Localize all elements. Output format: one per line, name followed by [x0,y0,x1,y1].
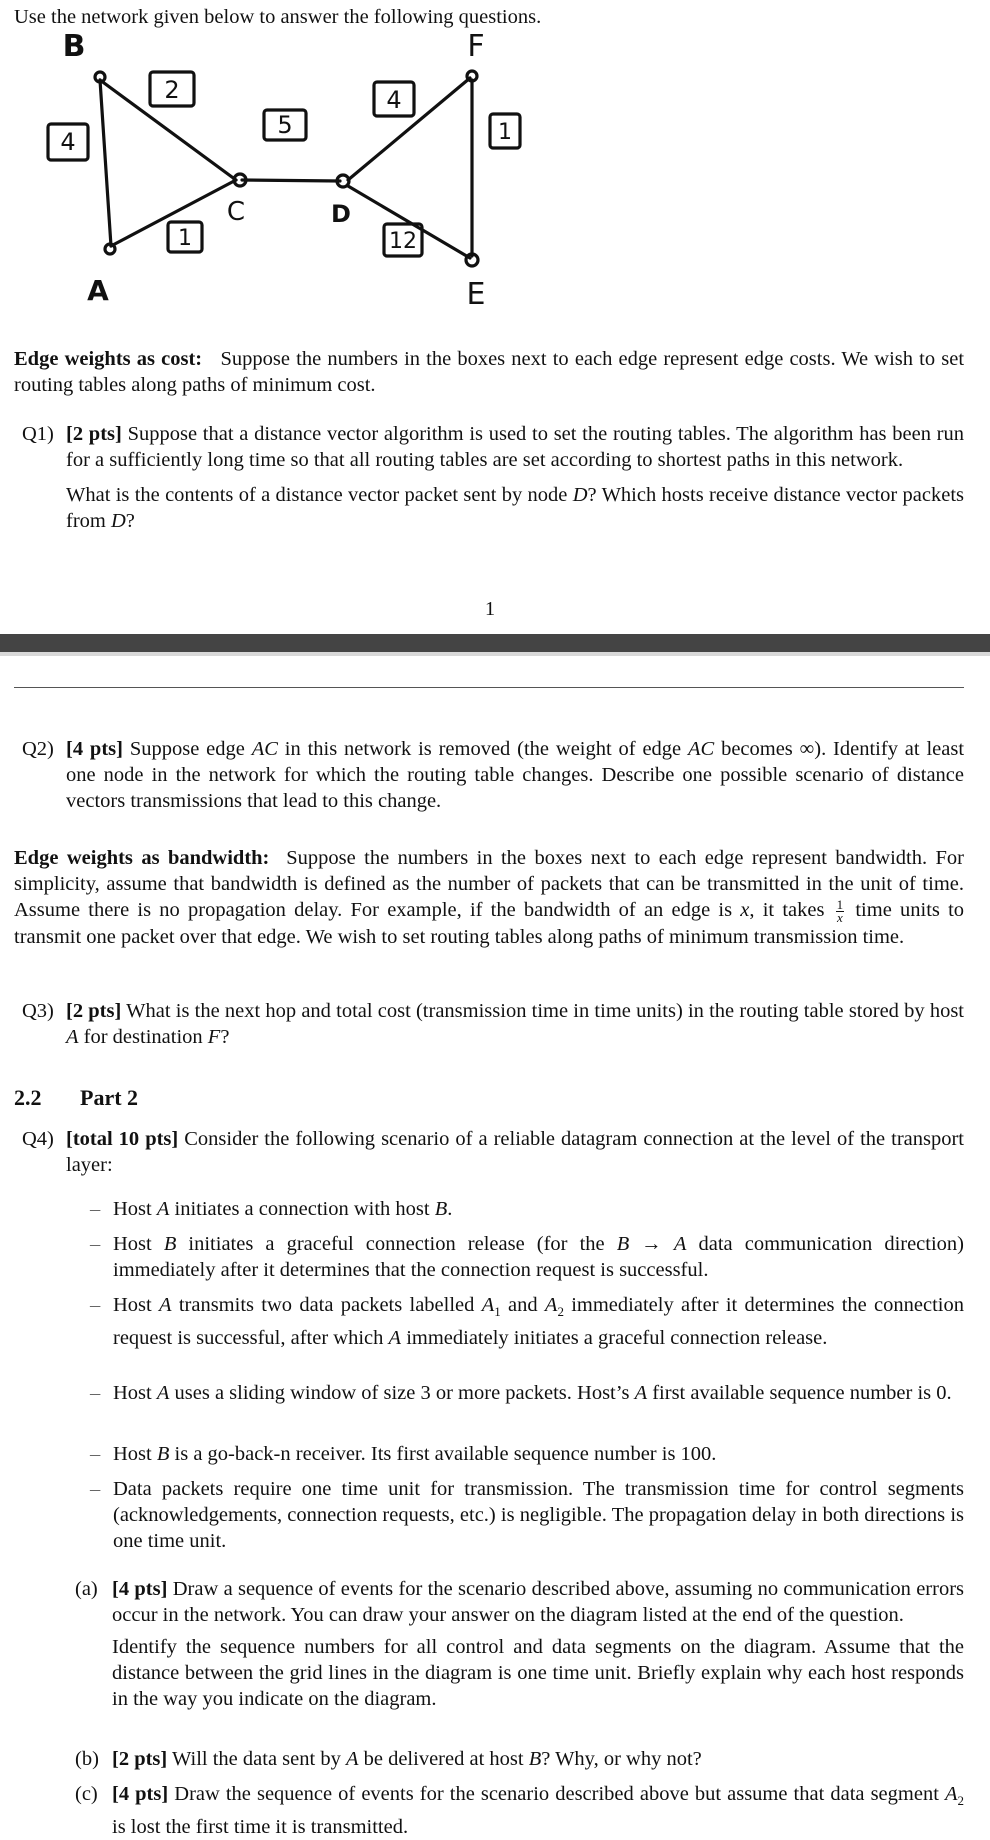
q4-bullet: – Data packets require one time unit for transmission. The transmission time for control segments (acknowledgements, connection requests, etc.) is negligible. The propagation delay in both directions is one time unit. [90,1478,964,1552]
q4-bullet: – Host A transmits two data packets labelled $A_1$ and $A_2$ immediately after it determines the connection request is successful, after which A immediately initiates a graceful connection release. [90,1294,964,1350]
page-break-bar [0,634,990,652]
weight-label-FE: 1 [498,120,512,145]
q4-part-a: (a) [4 pts] Draw a sequence of events for the scenario described above, assuming no communication errors occur in the network. You can draw your answer on the diagram listed at the end of the question. Identify the sequence numbers for all control and data segments on the diagram. Assume that the distance between the grid lines in the diagram is one time unit. Briefly explain why each host responds in the way you indicate on the diagram. [75,1578,965,1710]
q2-points: [4 pts] [66,738,123,760]
weight-label-CD: 5 [277,111,293,139]
weight-label-AC: 1 [178,226,192,251]
node-label-B: B [62,29,86,64]
q4-part-b: (b) [2 pts] Will the data sent by A be delivered at host B? Why, or why not? [75,1748,702,1770]
edge-D-F [348,78,470,180]
edge-A-C [111,180,236,246]
edge-C-D [242,180,340,181]
edge-B-A [100,80,111,246]
q1-paragraph-1: [2 pts] Suppose that a distance vector algorithm is used to set the routing tables. The algorithm has been run for a sufficiently long time so that all routing tables are set according to shortest paths in this network. [66,423,965,471]
q4-bullet: – Host A initiates a connection with host B. [90,1198,453,1220]
q2-number: Q2) [22,738,54,760]
fraction-1-over-x: $\frac{1}{x}$ [836,896,844,925]
question-1 [22,421,964,534]
section-title: Part 2 [80,1085,139,1110]
page-number: 1 [484,598,496,620]
page-header-rule [14,687,964,688]
bandwidth-paragraph: Edge weights as bandwidth: Suppose the numbers in the boxes next to each edge represent bandwidth. For simplicity, assume that bandwidth is defined as the number of packets that can be transmitted in the unit of time. Assume there is no propagation delay. For example, if the bandwidth of an edge is x, it takes $\frac{1}{x}$ time units to transmit one packet over that edge. We wish to set routing tables along paths of minimum transmission time. [14,847,965,948]
node-A-dot [105,244,115,254]
network-diagram [0,28,600,318]
weight-label-BC: 2 [164,76,180,104]
node-label-D: D [331,200,351,228]
q4-number: Q4) [22,1128,54,1150]
node-label-A: A [87,274,109,307]
weight-label-DE: 12 [389,229,417,254]
intro-text: Use the network given below to answer the following questions. [14,6,542,28]
bandwidth-heading: Edge weights as bandwidth: [14,847,270,869]
q1-paragraph-2: What is the contents of a distance vector packet sent by node D? Which hosts receive distance vector packets from D? [66,484,965,532]
q3-number: Q3) [22,1000,54,1022]
weight-label-DF: 4 [386,86,402,114]
cost-paragraph [14,346,964,398]
question-3: Q3) [2 pts] What is the next hop and total cost (transmission time in time units) in the routing table stored by host A for destination F? [22,1000,964,1048]
q4-points: [total 10 pts] [66,1128,179,1150]
q4-bullet: – Host B initiates a graceful connection release (for the B → A data communication direction) immediately after it determines that the connection request is successful. [90,1233,965,1281]
q4-bullet: – Host A uses a sliding window of size 3 or more packets. Host’s A first available sequence number is 0. [90,1382,952,1404]
section-number: 2.2 [14,1085,42,1110]
q1-points: [2 pts] [66,423,122,445]
node-label-C: C [226,197,246,227]
node-F-dot [467,71,477,81]
weight-label-AB: 4 [60,128,76,156]
node-B-dot [95,72,105,82]
question-2: Q2) [4 pts] Suppose edge AC in this network is removed (the weight of edge AC becomes ∞). Identify at least one node in the network for which the routing table changes. Describe one possible scenario of distance vectors transmissions that lead to this change. [22,738,965,812]
q4-bullet: – Host B is a go-back-n receiver. Its first available sequence number is 100. [90,1443,717,1465]
cost-heading: Edge weights as cost: [14,348,203,370]
page-break-shadow [0,652,990,656]
question-4: Q4) [total 10 pts] Consider the following scenario of a reliable datagram connection at the level of the transport layer: [22,1128,964,1176]
q4-part-c: (c) [4 pts] Draw the sequence of events for the scenario described above but assume that data segment $A_2$ is lost the first time it is transmitted. [75,1783,964,1839]
node-label-E: E [466,277,486,312]
q1-number: Q1) [22,423,54,445]
cost-text: Suppose the numbers in the boxes next to each edge represent edge costs. We wish to set routing tables along paths of minimum cost. [14,348,965,396]
q3-points: [2 pts] [66,1000,122,1022]
node-label-F: F [467,29,485,64]
